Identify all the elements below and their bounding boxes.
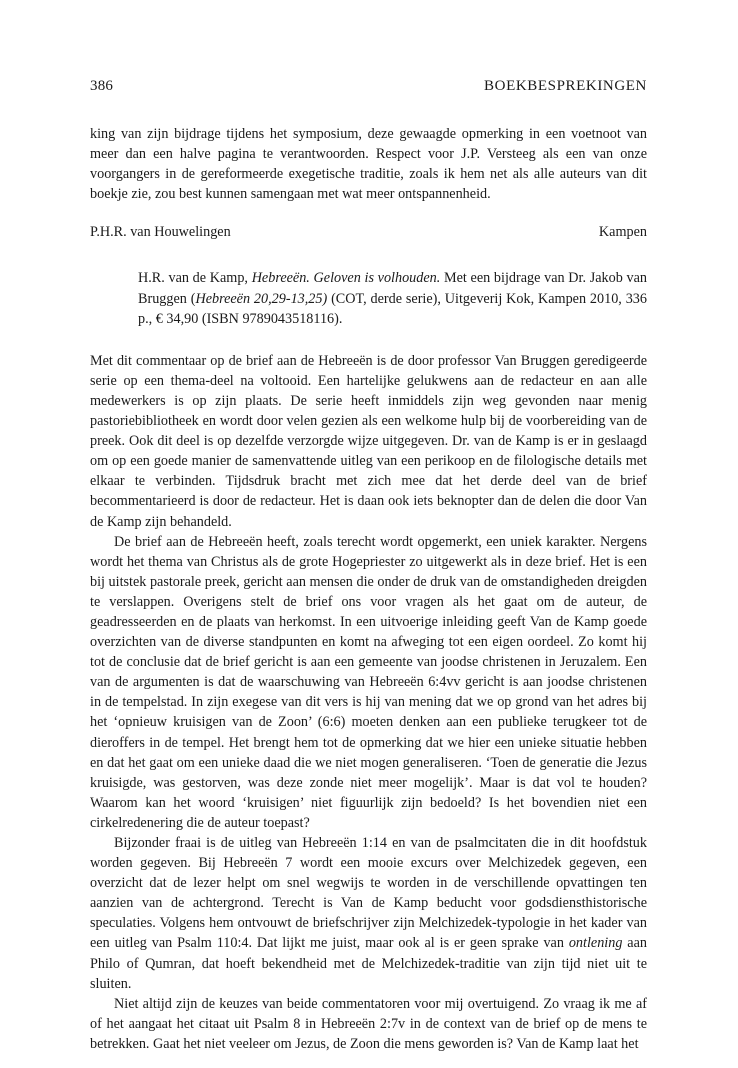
bibliographic-entry <box>138 268 647 328</box>
review-paragraph-3-text-a: Bijzonder fraai is de uitleg van Hebreeën 1:14 en van de psalmcitaten die in dit hoofdstuk worden gegeven. Bij Hebreeën 7 wordt een mooie excurs over Melchizedek gegeven, een overzicht dat de lezer helpt om snel wegwijs te worden in de verschillende opvattingen ten aanzien van de achtergrond. Terecht is Van de Kamp beducht voor godsdiensthistorische speculaties. Volgens hem ontvouwt de briefschrijver zijn Melchizedek-typologie in het kader van een uitleg van Psalm 110:4. Dat lijkt me juist, maar ook al is er geen sprake van <box>90 835 647 952</box>
running-head <box>90 78 647 100</box>
previous-review <box>90 124 647 242</box>
section-title: BOEKBESPREKINGEN <box>484 78 647 94</box>
previous-review-closing-paragraph: king van zijn bijdrage tijdens het symposium, deze gewaagde opmerking in een voetnoot van meer dan een halve pagina te verantwoorden. Respect voor J.P. Versteeg als een van onze voorgangers in de gereformeerde exegetische traditie, zoals ik hem net als alle auteurs van dit boekje zie, zou best kunnen samengaan met wat meer ontspannenheid. <box>90 126 647 203</box>
review-paragraph-2: De brief aan de Hebreeën heeft, zoals terecht wordt opgemerkt, een uniek karakter. Nergens wordt het thema van Christus als de grote Hogepriester zo uitgewerkt als in deze brief. Het is een bij uitstek pastorale preek, gericht aan mensen die onder de druk van de omstandigheden dreigden te verslappen. Overigens stelt de brief ons voor vragen als het gaat om de auteur, de geadresseerden en de plaats van herkomst. In een uitvoerige inleiding geeft Van de Kamp goede overzichten van de diverse standpunten en komt na afweging tot een eigen oordeel. Zo komt hij tot de conclusie dat de brief gericht is aan een gemeente van joodse christenen in Jeruzalem. Een van de argumenten is dat de waarschuwing van Hebreeën 6:4vv gericht is aan joodse christenen in de tempelstad. In zijn exegese van dit vers is hij van mening dat we op grond van het adres bij het ‘opnieuw kruisigen van de Zoon’ (6:6) moeten denken aan een publieke terugkeer tot de dieroffers in de tempel. Het brengt hem tot de opmerking dat we hier een unieke situatie hebben en dat het gaat om een unieke daad die we niet mogen generaliseren. ‘Toen de generatie die Jezus kruisigde, was gestorven, was deze zonde niet meer mogelijk’. Maar is dat vol te houden? Waarom kan het woord ‘kruisigen’ niet figuurlijk zijn bedoeld? Is het bovendien niet een cirkelredenering die de auteur toepast? <box>90 533 647 831</box>
review-paragraph-3-text-b: aan Philo of Qumran, dat hoeft bekendheid met de Melchizedek-traditie van zijn tijd niet uit te sluiten. <box>90 935 647 992</box>
bib-author: H.R. van de Kamp, <box>138 270 252 287</box>
review-paragraph-3-emphasis: ontlening <box>568 935 623 952</box>
bib-range: Hebreeën 20,29-13,25) <box>195 290 328 307</box>
review-paragraph-1: Met dit commentaar op de brief aan de Hebreeën is de door professor Van Bruggen geredigeerde serie op een thema-deel na voltooid. Een hartelijke gelukwens aan de redacteur en aan alle medewerkers is op zijn plaats. De serie heeft inmiddels zijn weg gevonden naar menig pastoriebibliotheek en wordt door velen gezien als een welkome hulp bij de voorbereiding van de preek. Ook dit deel is op dezelfde verzorgde wijze uitgegeven. Dr. van de Kamp is er in geslaagd om op een goede manier de samenvattende uitleg van een perikoop en de filologische details met elkaar te verbinden. Tijdsdruk bracht met zich mee dat het derde deel van de brief becommentarieerd is door de redacteur. Het is daan ook iets beknopter dan de delen die door Van de Kamp zijn behandeld. <box>90 352 647 530</box>
reviewer-name: P.H.R. van Houwelingen <box>90 224 231 241</box>
bib-title: Hebreeën. Geloven is volhouden. <box>251 270 441 287</box>
review-body <box>90 351 647 1054</box>
page-number: 386 <box>90 78 114 94</box>
reviewer-signature <box>90 222 647 242</box>
bib-contributor: Met een bijdrage van Dr. Jakob van Bruggen ( <box>138 270 647 307</box>
review-paragraph-3 <box>90 833 647 994</box>
bib-publication-details: (COT, derde serie), Uitgeverij Kok, Kampen 2010, 336 p., € 34,90 (ISBN 9789043518116). <box>138 290 647 327</box>
review-paragraph-4: Niet altijd zijn de keuzes van beide commentatoren voor mij overtuigend. Zo vraag ik me af of het aangaat het citaat uit Psalm 8 in Hebreeën 2:7v in de context van de brief op de mens te betrekken. Gaat het niet veeleer om Jezus, de Zoon die mens geworden is? Van de Kamp laat het <box>90 995 647 1052</box>
reviewer-location: Kampen <box>598 224 647 241</box>
page <box>90 78 647 1054</box>
